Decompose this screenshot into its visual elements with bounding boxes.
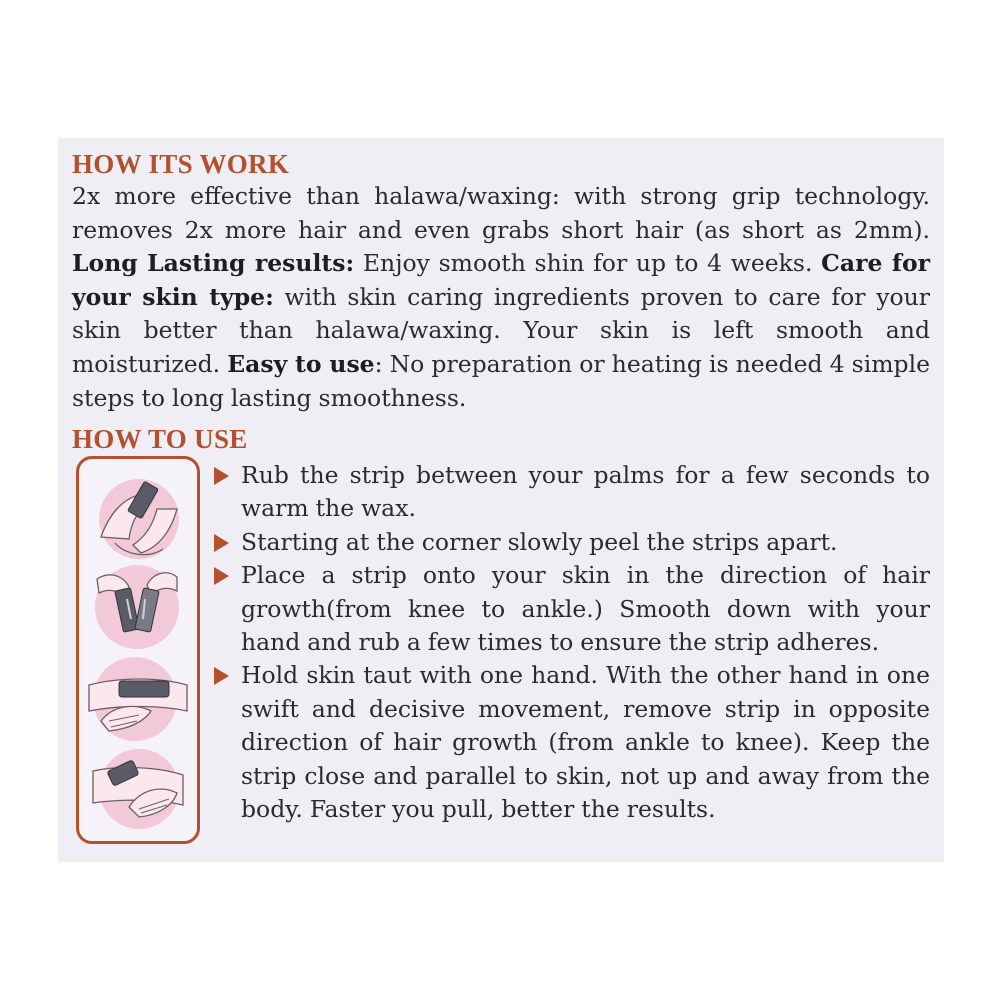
step-text: Starting at the corner slowly peel the strips apart. xyxy=(241,527,838,556)
step-text: Place a strip onto your skin in the direction of hair growth(from knee to ankle.) Smooth down with your hand and rub a few times to ensure the strip adheres. xyxy=(241,561,930,657)
easy-to-use-text: : No preparation or heating is needed 4 simple steps to long lasting smoothness. xyxy=(72,349,930,412)
steps-illustration xyxy=(79,459,197,841)
step-text: Hold skin taut with one hand. With the other hand in one swift and decisive movement, remove strip in opposite direction of hair growth (from ankle to knee). Keep the strip close and parallel to skin, not up and away from the body. Faster you pull, better the results. xyxy=(241,661,930,824)
peel-strips-apart-icon xyxy=(95,565,179,649)
how-it-works-paragraph xyxy=(72,180,930,415)
step-text: Rub the strip between your palms for a few seconds to warm the wax. xyxy=(241,461,930,523)
step-item xyxy=(214,559,930,659)
step-item xyxy=(214,459,930,526)
apply-strip-leg-icon xyxy=(89,657,187,741)
care-text: with skin caring ingredients proven to care for your skin better than halawa/waxing. Your skin is left smooth and moisturized. xyxy=(72,282,930,378)
pull-strip-icon xyxy=(93,749,183,829)
care-label: Care for your skin type: xyxy=(72,249,931,311)
how-to-use-steps xyxy=(214,459,930,826)
step-item xyxy=(214,526,930,559)
long-lasting-label: Long Lasting results: xyxy=(72,249,355,278)
arrow-right-icon xyxy=(214,567,229,585)
arrow-right-icon xyxy=(214,667,229,685)
how-to-use-title: HOW TO USE xyxy=(72,424,248,454)
step-item xyxy=(214,659,930,826)
long-lasting-text: Enjoy smooth shin for up to 4 weeks. xyxy=(354,249,822,278)
arrow-right-icon xyxy=(214,534,229,552)
intro-text: 2x more effective than halawa/waxing: with strong grip technology. removes 2x more hair and even grabs short hair (as short as 2mm). xyxy=(72,182,930,244)
steps-illustration-strip xyxy=(76,456,200,844)
arrow-right-icon xyxy=(214,467,229,485)
easy-to-use-label: Easy to use xyxy=(227,349,375,378)
how-it-works-title: HOW ITS WORK xyxy=(72,149,290,179)
rub-strip-palms-icon xyxy=(99,479,179,559)
